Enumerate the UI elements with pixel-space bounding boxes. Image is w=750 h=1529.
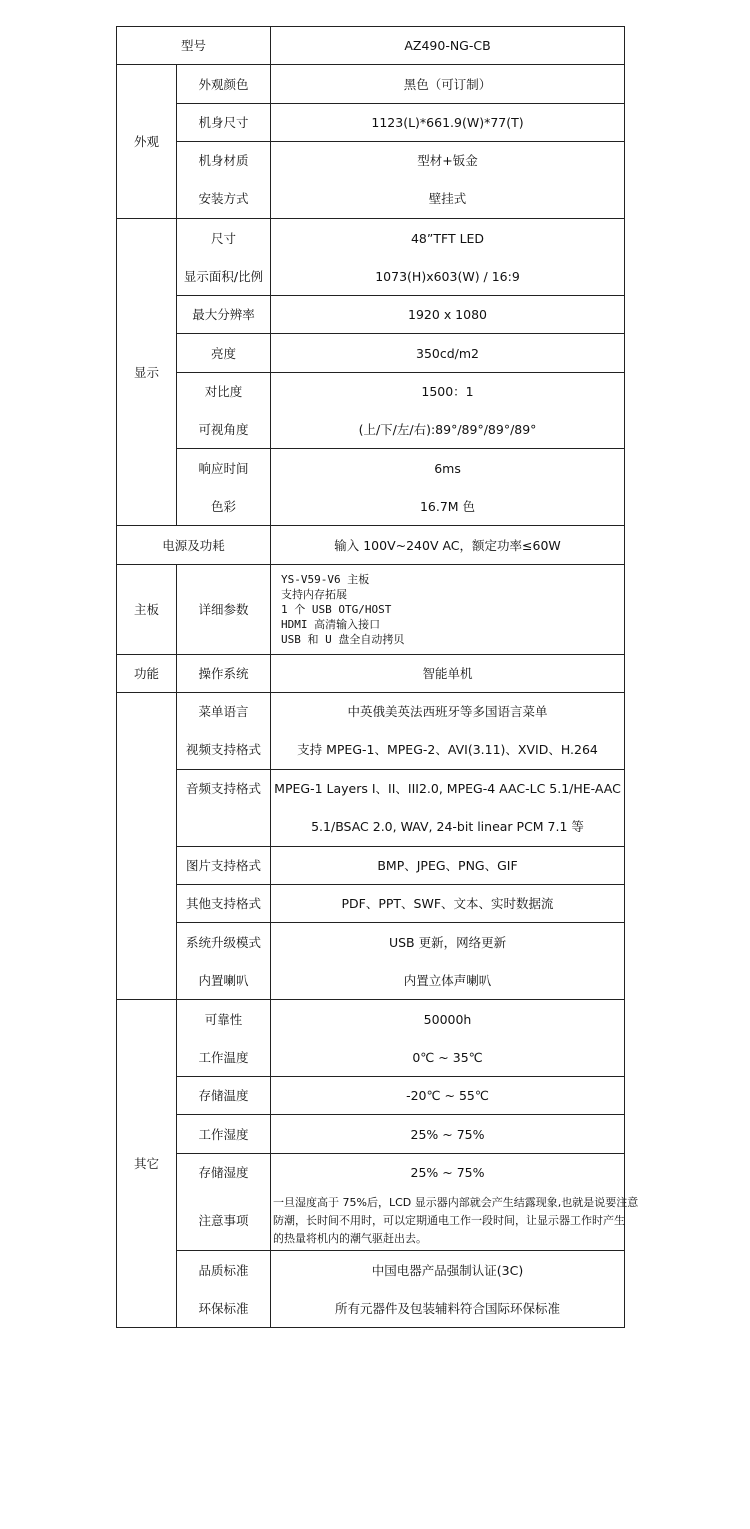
display-colors-label: 色彩	[177, 488, 271, 526]
software-other-value: PDF、PPT、SWF、文本、实时数据流	[271, 885, 625, 923]
table-row	[117, 847, 625, 885]
table-row	[117, 296, 625, 334]
display-area-value: 1073(H)x603(W) / 16:9	[271, 258, 625, 296]
appearance-color-value: 黑色（可订制）	[271, 65, 625, 104]
table-row	[117, 334, 625, 373]
mainboard-line: HDMI 高清输入接口	[281, 618, 381, 631]
display-contrast-value: 1500：1	[271, 373, 625, 411]
others-work-hum-value: 25% ~ 75%	[271, 1115, 625, 1154]
table-row	[117, 411, 625, 449]
software-audio-label: 音频支持格式	[177, 770, 271, 808]
software-audio-value-1: MPEG-1 Layers I、II、III2.0, MPEG-4 AAC-LC 5.1/HE-AAC	[271, 770, 625, 808]
display-brightness-label: 亮度	[177, 334, 271, 373]
table-row	[117, 1154, 625, 1192]
table-row	[117, 488, 625, 526]
table-row	[117, 731, 625, 770]
others-notes-label: 注意事项	[177, 1192, 271, 1251]
power-value: 输入 100V~240V AC，额定功率≤60W	[271, 526, 625, 565]
function-os-label: 操作系统	[177, 655, 271, 693]
display-colors-value: 16.7M 色	[271, 488, 625, 526]
table-row	[117, 655, 625, 693]
table-row	[117, 219, 625, 258]
display-response-label: 响应时间	[177, 449, 271, 488]
table-row	[117, 1290, 625, 1328]
others-env-label: 环保标准	[177, 1290, 271, 1328]
table-row	[117, 808, 625, 847]
appearance-color-label: 外观颜色	[177, 65, 271, 104]
group-software	[117, 693, 177, 1000]
software-video-label: 视频支持格式	[177, 731, 271, 770]
table-row	[117, 180, 625, 219]
group-mainboard: 主板	[117, 565, 177, 655]
software-audio-value-2: 5.1/BSAC 2.0, WAV, 24-bit linear PCM 7.1 等	[271, 808, 625, 847]
appearance-material-label: 机身材质	[177, 142, 271, 180]
note-line: 的热量将机内的潮气驱赶出去。	[273, 1231, 428, 1245]
others-quality-label: 品质标准	[177, 1251, 271, 1290]
table-row	[117, 885, 625, 923]
others-store-hum-value: 25% ~ 75%	[271, 1154, 625, 1192]
table-row	[117, 1039, 625, 1077]
display-contrast-label: 对比度	[177, 373, 271, 411]
table-row	[117, 449, 625, 488]
others-work-hum-label: 工作湿度	[177, 1115, 271, 1154]
others-quality-value: 中国电器产品强制认证(3C)	[271, 1251, 625, 1290]
others-notes-value	[271, 1192, 639, 1251]
model-label: 型号	[117, 27, 271, 65]
table-row	[117, 65, 625, 104]
others-work-temp-value: 0℃ ~ 35℃	[271, 1039, 625, 1077]
group-function: 功能	[117, 655, 177, 693]
table-row	[117, 1000, 625, 1039]
display-angle-value: (上/下/左/右):89°/89°/89°/89°	[271, 411, 625, 449]
software-audio-label-cont	[177, 808, 271, 847]
display-resolution-label: 最大分辨率	[177, 296, 271, 334]
others-reliability-value: 50000h	[271, 1000, 625, 1039]
table-row	[117, 962, 625, 1000]
software-upgrade-label: 系统升级模式	[177, 923, 271, 962]
table-row	[117, 104, 625, 142]
appearance-mount-value: 壁挂式	[271, 180, 625, 219]
display-resolution-value: 1920 x 1080	[271, 296, 625, 334]
software-video-value: 支持 MPEG-1、MPEG-2、AVI(3.11)、XVID、H.264	[271, 731, 625, 770]
display-response-value: 6ms	[271, 449, 625, 488]
table-row	[117, 923, 625, 962]
group-display: 显示	[117, 219, 177, 526]
mainboard-line: 1 个 USB OTG/HOST	[281, 603, 392, 616]
appearance-material-value: 型材+钣金	[271, 142, 625, 180]
table-row	[117, 142, 625, 180]
mainboard-label: 详细参数	[177, 565, 271, 655]
others-reliability-label: 可靠性	[177, 1000, 271, 1039]
others-store-hum-label: 存储湿度	[177, 1154, 271, 1192]
mainboard-line: 支持内存拓展	[281, 588, 348, 601]
spec-table	[116, 26, 639, 1328]
table-row	[117, 27, 625, 65]
table-row	[117, 693, 625, 731]
table-row	[117, 1192, 625, 1251]
software-menu-label: 菜单语言	[177, 693, 271, 731]
table-row	[117, 1251, 625, 1290]
display-angle-label: 可视角度	[177, 411, 271, 449]
model-value: AZ490-NG-CB	[271, 27, 625, 65]
table-row	[117, 1115, 625, 1154]
software-speaker-value: 内置立体声喇叭	[271, 962, 625, 1000]
others-store-temp-value: -20℃ ~ 55℃	[271, 1077, 625, 1115]
appearance-size-label: 机身尺寸	[177, 104, 271, 142]
group-appearance: 外观	[117, 65, 177, 219]
table-row	[117, 770, 625, 808]
display-area-label: 显示面积/比例	[177, 258, 271, 296]
software-menu-value: 中英俄美英法西班牙等多国语言菜单	[271, 693, 625, 731]
others-work-temp-label: 工作温度	[177, 1039, 271, 1077]
table-row	[117, 565, 625, 655]
software-speaker-label: 内置喇叭	[177, 962, 271, 1000]
display-size-value: 48”TFT LED	[271, 219, 625, 258]
others-env-value: 所有元器件及包装辅料符合国际环保标准	[271, 1290, 625, 1328]
software-image-label: 图片支持格式	[177, 847, 271, 885]
display-brightness-value: 350cd/m2	[271, 334, 625, 373]
note-line: 一旦湿度高于 75%后，LCD 显示器内部就会产生结露现象,也就是说要注意	[273, 1195, 639, 1209]
table-row	[117, 373, 625, 411]
mainboard-line: YS-V59-V6 主板	[281, 573, 370, 586]
function-os-value: 智能单机	[271, 655, 625, 693]
others-store-temp-label: 存储温度	[177, 1077, 271, 1115]
power-label: 电源及功耗	[117, 526, 271, 565]
software-other-label: 其他支持格式	[177, 885, 271, 923]
display-size-label: 尺寸	[177, 219, 271, 258]
mainboard-details	[271, 565, 625, 655]
appearance-size-value: 1123(L)*661.9(W)*77(T)	[271, 104, 625, 142]
table-row	[117, 258, 625, 296]
software-upgrade-value: USB 更新，网络更新	[271, 923, 625, 962]
appearance-mount-label: 安装方式	[177, 180, 271, 219]
group-others: 其它	[117, 1000, 177, 1328]
note-line: 防潮，长时间不用时，可以定期通电工作一段时间，让显示器工作时产生	[273, 1213, 626, 1227]
table-row	[117, 526, 625, 565]
table-row	[117, 1077, 625, 1115]
software-image-value: BMP、JPEG、PNG、GIF	[271, 847, 625, 885]
mainboard-line: USB 和 U 盘全自动拷贝	[281, 633, 405, 646]
